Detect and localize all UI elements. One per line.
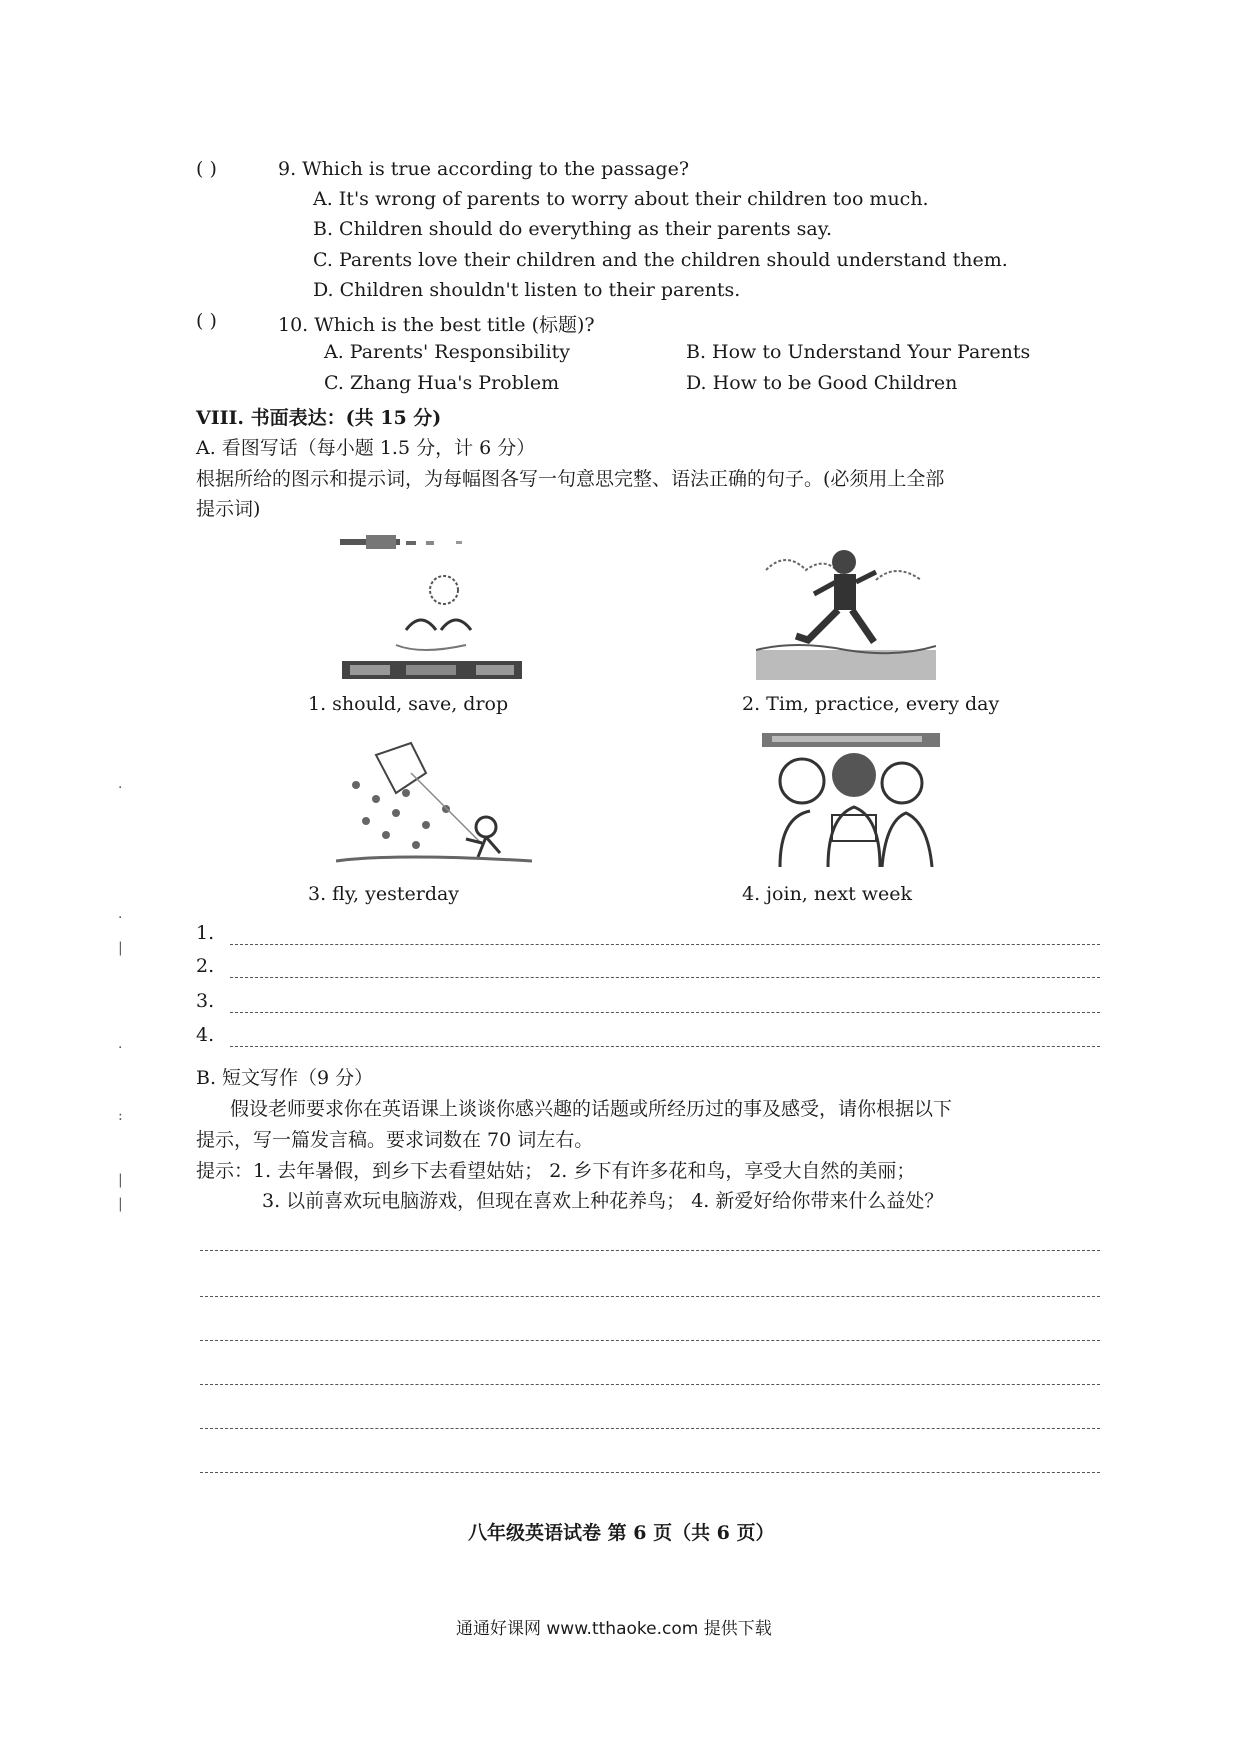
answer-line-1[interactable] <box>230 944 1100 945</box>
caption-3: 3. fly, yesterday <box>308 883 460 905</box>
writing-line-2[interactable] <box>200 1296 1100 1297</box>
q10-stem: 10. Which is the best title (标题)? <box>278 314 595 336</box>
picture-2-boy-running <box>756 540 936 682</box>
part-a-title: A. 看图写话（每小题 1.5 分，计 6 分） <box>196 437 536 459</box>
picture-1-save-water <box>336 535 528 683</box>
part-a-instruction-cont: 提示词) <box>196 498 261 520</box>
writing-line-4[interactable] <box>200 1384 1100 1385</box>
writing-line-3[interactable] <box>200 1340 1100 1341</box>
q9-option-b: B. Children should do everything as their parents say. <box>313 218 832 240</box>
q9-option-a: A. It's wrong of parents to worry about their children too much. <box>313 188 929 210</box>
q10-option-a: A. Parents' Responsibility <box>324 341 570 363</box>
q10-answer-paren: ( ) <box>196 310 217 332</box>
picture-4-join-club <box>762 733 940 867</box>
q9-option-c: C. Parents love their children and the children should understand them. <box>313 249 1008 271</box>
answer-line-2[interactable] <box>230 977 1100 978</box>
section-title: VIII. 书面表达：(共 15 分) <box>196 407 442 429</box>
answer-line-4[interactable] <box>230 1046 1100 1047</box>
q10-option-b: B. How to Understand Your Parents <box>686 341 1031 363</box>
margin-mark: : <box>118 1108 123 1124</box>
answer-number-2: 2. <box>196 955 215 977</box>
caption-1: 1. should, save, drop <box>308 693 509 715</box>
writing-line-1[interactable] <box>200 1250 1100 1251</box>
q10-option-d: D. How to be Good Children <box>686 372 958 394</box>
download-source: 通通好课网 www.tthaoke.com 提供下载 <box>456 1619 772 1639</box>
writing-line-5[interactable] <box>200 1428 1100 1429</box>
q10-option-c: C. Zhang Hua's Problem <box>324 372 560 394</box>
picture-3-kite-flying <box>336 735 532 873</box>
q9-option-d: D. Children shouldn't listen to their parents. <box>313 279 741 301</box>
margin-mark: · <box>118 1040 123 1056</box>
caption-2: 2. Tim, practice, every day <box>742 693 1000 715</box>
writing-line-6[interactable] <box>200 1472 1100 1473</box>
q9-answer-paren: ( ) <box>196 158 217 180</box>
part-b-title: B. 短文写作（9 分） <box>196 1067 374 1089</box>
answer-number-3: 3. <box>196 990 215 1012</box>
margin-mark: | <box>118 1172 123 1188</box>
part-a-instruction: 根据所给的图示和提示词，为每幅图各写一句意思完整、语法正确的句子。(必须用上全部 <box>196 468 945 490</box>
margin-mark: | <box>118 1196 123 1212</box>
margin-mark: · <box>118 780 123 796</box>
answer-line-3[interactable] <box>230 1012 1100 1013</box>
part-b-instruction-cont: 提示，写一篇发言稿。要求词数在 70 词左右。 <box>196 1129 594 1151</box>
page-footer: 八年级英语试卷 第 6 页（共 6 页） <box>468 1522 775 1544</box>
hint-line-1: 提示：1. 去年暑假，到乡下去看望姑姑； 2. 乡下有许多花和鸟，享受大自然的美丽； <box>196 1160 916 1182</box>
caption-4: 4. join, next week <box>742 883 913 905</box>
margin-mark: | <box>118 940 123 956</box>
answer-number-4: 4. <box>196 1024 215 1046</box>
answer-number-1: 1. <box>196 922 215 944</box>
part-b-instruction: 假设老师要求你在英语课上谈谈你感兴趣的话题或所经历过的事及感受，请你根据以下 <box>230 1098 953 1120</box>
margin-mark: · <box>118 910 123 926</box>
q9-stem: 9. Which is true according to the passage? <box>278 158 690 180</box>
hint-line-2: 3. 以前喜欢玩电脑游戏，但现在喜欢上种花养鸟； 4. 新爱好给你带来什么益处？ <box>262 1190 944 1212</box>
